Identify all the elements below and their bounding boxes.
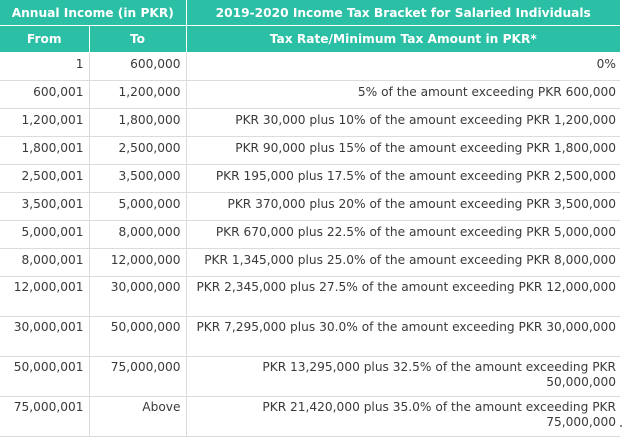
- cell-to: 5,000,000: [89, 193, 186, 221]
- header-from: From: [0, 26, 89, 53]
- table-row: [0, 249, 620, 277]
- cell-from: 1,800,001: [0, 137, 89, 165]
- table-row: [0, 221, 620, 249]
- table-row: [0, 317, 620, 357]
- cell-to: Above: [89, 397, 186, 437]
- cell-to: 600,000: [89, 53, 186, 81]
- cell-rate: PKR 30,000 plus 10% of the amount exceeding PKR 1,200,000: [186, 109, 620, 137]
- table-header: [0, 0, 620, 53]
- cell-rate: 0%: [186, 53, 620, 81]
- table-row: [0, 397, 620, 437]
- cell-from: 1: [0, 53, 89, 81]
- cell-to: 1,800,000: [89, 109, 186, 137]
- cell-from: 2,500,001: [0, 165, 89, 193]
- cell-from: 3,500,001: [0, 193, 89, 221]
- table-row: [0, 137, 620, 165]
- table-row: [0, 165, 620, 193]
- cell-rate: PKR 90,000 plus 15% of the amount exceeding PKR 1,800,000: [186, 137, 620, 165]
- table-row: [0, 53, 620, 81]
- cell-from: 75,000,001: [0, 397, 89, 437]
- header-annual-income: Annual Income (in PKR): [0, 0, 186, 26]
- cell-rate: PKR 7,295,000 plus 30.0% of the amount exceeding PKR 30,000,000: [186, 317, 620, 357]
- cell-from: 50,000,001: [0, 357, 89, 397]
- cell-to: 1,200,000: [89, 81, 186, 109]
- header-tax-bracket: 2019-2020 Income Tax Bracket for Salaried Individuals: [186, 0, 620, 26]
- cell-rate: PKR 1,345,000 plus 25.0% of the amount exceeding PKR 8,000,000: [186, 249, 620, 277]
- table-body: [0, 53, 620, 437]
- cell-rate: PKR 13,295,000 plus 32.5% of the amount exceeding PKR 50,000,000: [186, 357, 620, 397]
- cell-rate: PKR 21,420,000 plus 35.0% of the amount exceeding PKR 75,000,000: [186, 397, 620, 437]
- table-row: [0, 357, 620, 397]
- cell-to: 8,000,000: [89, 221, 186, 249]
- table-row: [0, 277, 620, 317]
- header-tax-rate: Tax Rate/Minimum Tax Amount in PKR*: [186, 26, 620, 53]
- cell-to: 2,500,000: [89, 137, 186, 165]
- cell-to: 3,500,000: [89, 165, 186, 193]
- cell-from: 600,001: [0, 81, 89, 109]
- cell-rate: PKR 195,000 plus 17.5% of the amount exceeding PKR 2,500,000: [186, 165, 620, 193]
- cell-from: 30,000,001: [0, 317, 89, 357]
- table-row: [0, 81, 620, 109]
- cell-to: 50,000,000: [89, 317, 186, 357]
- cell-rate: PKR 2,345,000 plus 27.5% of the amount exceeding PKR 12,000,000: [186, 277, 620, 317]
- header-to: To: [89, 26, 186, 53]
- corner-mark: [620, 425, 622, 427]
- cell-rate: 5% of the amount exceeding PKR 600,000: [186, 81, 620, 109]
- cell-to: 30,000,000: [89, 277, 186, 317]
- cell-from: 8,000,001: [0, 249, 89, 277]
- table-row: [0, 109, 620, 137]
- cell-to: 12,000,000: [89, 249, 186, 277]
- cell-rate: PKR 370,000 plus 20% of the amount exceeding PKR 3,500,000: [186, 193, 620, 221]
- cell-from: 12,000,001: [0, 277, 89, 317]
- cell-to: 75,000,000: [89, 357, 186, 397]
- cell-from: 1,200,001: [0, 109, 89, 137]
- header-column-row: [0, 26, 620, 53]
- cell-from: 5,000,001: [0, 221, 89, 249]
- table-row: [0, 193, 620, 221]
- header-group-row: [0, 0, 620, 26]
- cell-rate: PKR 670,000 plus 22.5% of the amount exceeding PKR 5,000,000: [186, 221, 620, 249]
